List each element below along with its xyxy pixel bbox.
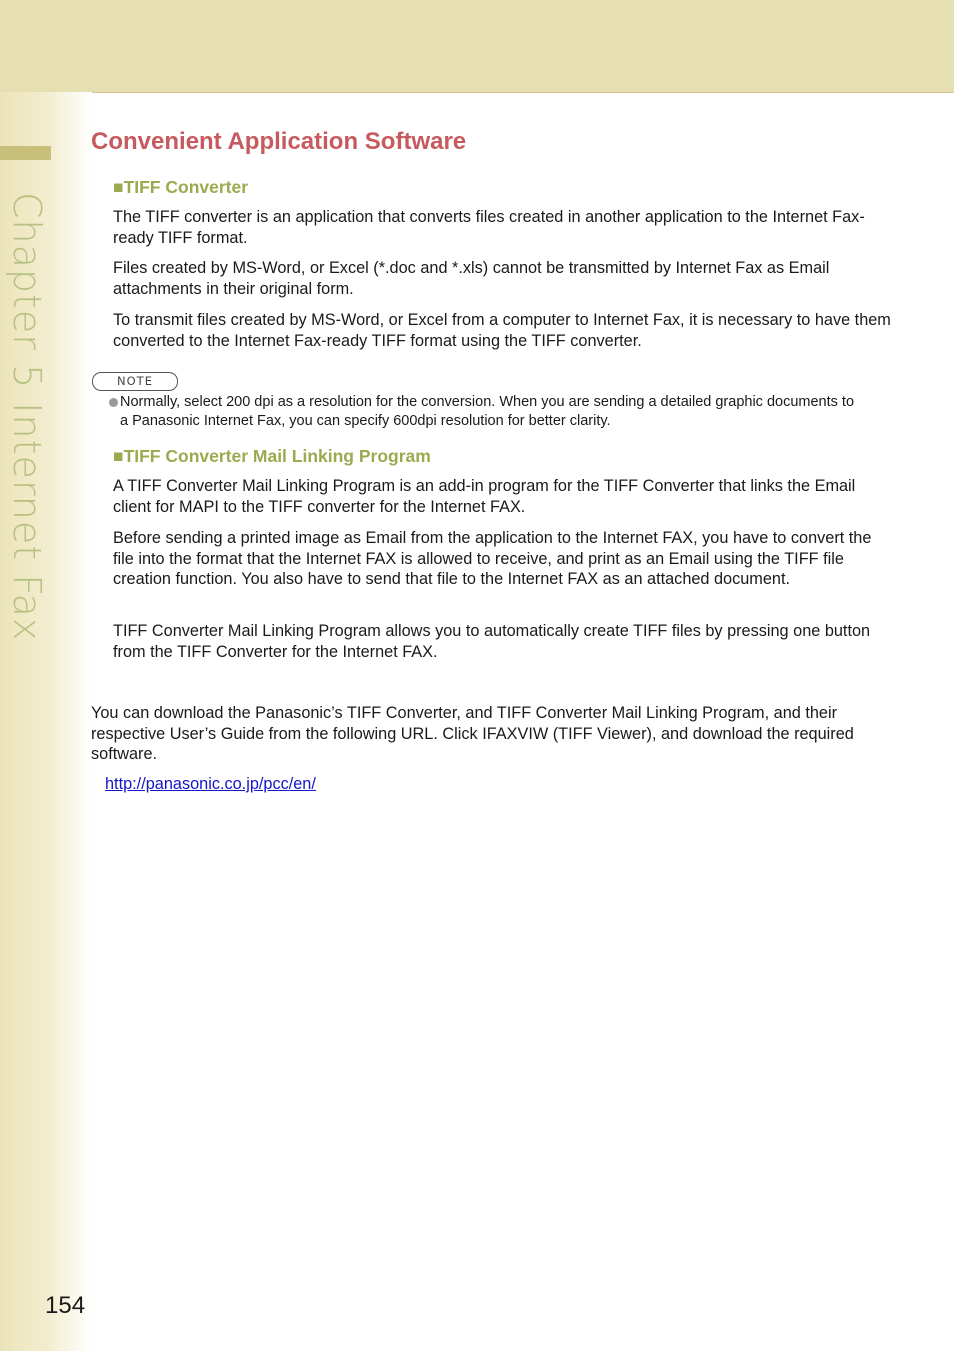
chapter-tab-marker bbox=[0, 146, 51, 160]
download-url-link[interactable]: http://panasonic.co.jp/pcc/en/ bbox=[105, 775, 316, 793]
note-label: NOTE bbox=[92, 372, 178, 391]
page-number: 154 bbox=[45, 1292, 86, 1319]
section-heading-mail-linking: ■TIFF Converter Mail Linking Program bbox=[113, 446, 431, 466]
chapter-label: Chapter 5 Internet Fax bbox=[5, 192, 49, 642]
paragraph: Before sending a printed image as Email from the application to the Internet FAX, you have to convert the file into the format that the Internet FAX is allowed to receive, and print as an Email using the TIFF file creation function. You also have to send that file to the Internet FAX as an attached document. bbox=[113, 529, 872, 589]
section-heading-tiff-converter: ■TIFF Converter bbox=[113, 177, 249, 197]
page-title: Convenient Application Software bbox=[91, 128, 467, 155]
paragraph: TIFF Converter Mail Linking Program allows you to automatically create TIFF files by pressing one button from the TIFF Converter for the Internet FAX. bbox=[113, 622, 871, 661]
paragraph: The TIFF converter is an application that converts files created in another application to the Internet Fax-ready TIFF format. bbox=[113, 208, 865, 247]
paragraph: Files created by MS-Word, or Excel (*.doc and *.xls) cannot be transmitted by Internet Fax as Email attachments in their original form. bbox=[113, 259, 830, 298]
download-paragraph: You can download the Panasonic’s TIFF Converter, and TIFF Converter Mail Linking Program, and their respective User’s Guide from the following URL. Click IFAXVIW (TIFF Viewer), and download the required software. bbox=[91, 704, 854, 764]
header-band bbox=[0, 0, 954, 93]
paragraph: A TIFF Converter Mail Linking Program is an add-in program for the TIFF Converter that links the Email client for MAPI to the TIFF converter for the Internet FAX. bbox=[113, 477, 856, 516]
bullet-icon bbox=[109, 398, 118, 407]
note-text: Normally, select 200 dpi as a resolution for the conversion. When you are sending a detailed graphic documents to a Panasonic Internet Fax, you can specify 600dpi resolution for better clarity. bbox=[120, 394, 855, 430]
paragraph: To transmit files created by MS-Word, or Excel from a computer to Internet Fax, it is necessary to have them converted to the Internet Fax-ready TIFF format using the TIFF converter. bbox=[113, 311, 891, 350]
